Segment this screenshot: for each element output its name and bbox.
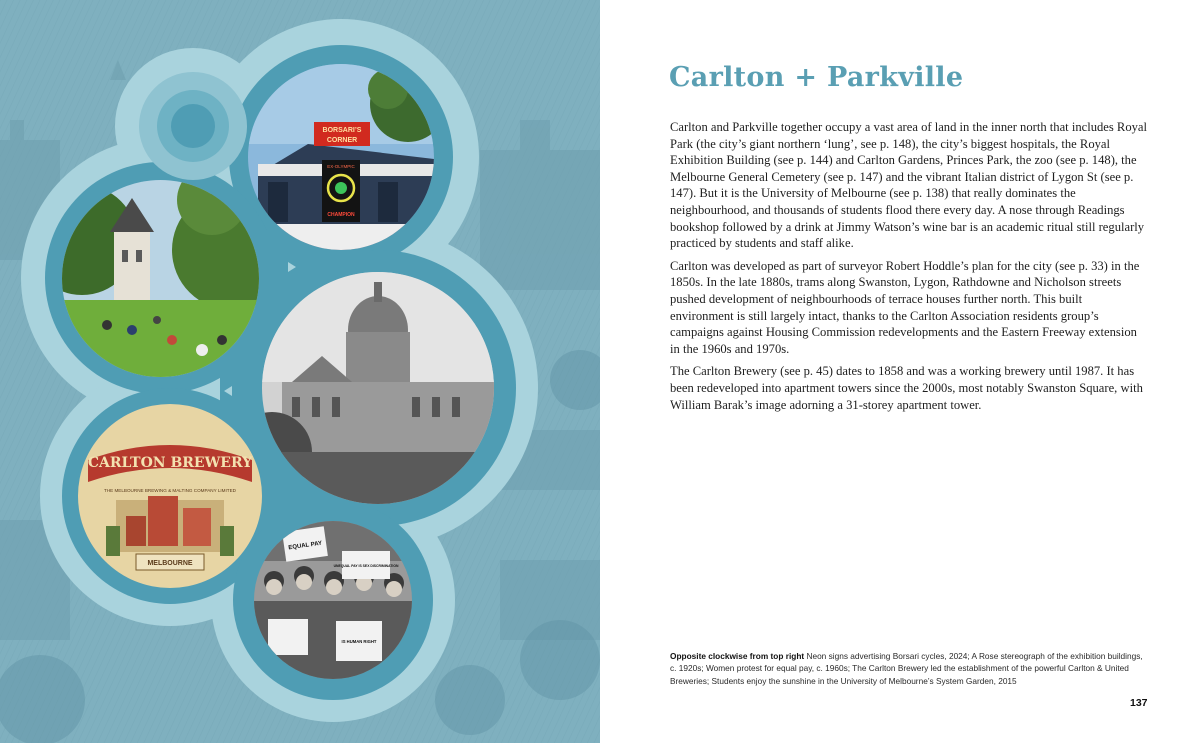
article-body: [670, 119, 1148, 419]
photo-neon-signs: [248, 64, 434, 250]
page-number: 137: [1130, 697, 1148, 709]
photo-equal-pay-protest: [254, 521, 412, 679]
photo-caption: [670, 650, 1150, 687]
protest-sign-1-text: EQUAL PAY: [288, 540, 323, 552]
neon-sign-champion-text: CHAMPION: [327, 212, 355, 218]
caption-lead: Opposite clockwise from top right: [670, 651, 805, 661]
neon-sign-bottom-text: CORNER: [326, 137, 358, 144]
neon-sign-olympic-text: EX-OLYMPIC: [327, 164, 355, 169]
protest-sign-3-text: UNEQUAL PAY IS SEX DISCRIMINATION: [333, 564, 399, 568]
photo-carlton-brewery-label: [78, 404, 262, 588]
article-paragraph-2: Carlton was developed as part of surveyor Robert Hoddle’s plan for the city (see p. 33) in the 1850s. In the late 1880s, trams along Swanston, Lygon, Rathdowne and Nicholson streets pushed development of neighbourhoods of terrace houses further north. This built environment is still largely intact, thanks to the Carlton Association residents group’s campaigns against Housing Commission redevelopments and the Eastern Freeway extension in the 1960s and 1970s.: [670, 258, 1140, 356]
caption-text: Neon signs advertising Borsari cycles, 2024; A Rose stereograph of the exhibition buildings, c. 1920s; Women protest for equal pay, c. 1960s; The Carlton Brewery led the establishment of the powerful Carlton & United Breweries; Students enjoy the sunshine in the University of Melbourne’s System Garden, 2015: [670, 651, 1143, 686]
brewery-subtitle-text: THE MELBOURNE BREWING & MALTING COMPANY LIMITED: [104, 488, 236, 493]
neon-sign-top-text: BORSARI’S: [322, 127, 362, 134]
photo-system-garden: [62, 180, 259, 377]
right-page-article: [600, 0, 1200, 743]
protest-sign-2-text: IS HUMAN RIGHT: [341, 639, 377, 644]
article-title: Carlton + Parkville: [669, 62, 964, 93]
article-paragraph-1: Carlton and Parkville together occupy a vast area of land in the inner north that includes Royal Park (the city’s giant northern ‘lung’, see p. 148), the city’s biggest hospitals, the Royal Exhibition Building (see p. 144) and Carlton Gardens, Princes Park, the zoo (see p. 148), the Melbourne General Cemetery (see p. 147) and the vibrant Italian district of Lygon St (see p. 147). But it is the University of Melbourne (see p. 138) that really dominates the neighbourhood, and thousands of students flood there every day. A nose through Readings bookshop followed by a drink at Jimmy Watson’s wine bar is an academic ritual still regularly practiced by students and staff alike.: [670, 120, 1148, 251]
photo-exhibition-building: [262, 272, 494, 504]
brewery-banner-text: CARLTON BREWERY: [87, 455, 253, 471]
article-paragraph-3: The Carlton Brewery (see p. 45) dates to 1858 and was a working brewery until 1987. It has been redeveloped into apartment towers since the 2000s, most notably Swanston Square, with William Barak’s image adorning a 31-storey apartment tower.: [670, 364, 1143, 412]
brewery-city-text: MELBOURNE: [147, 560, 193, 567]
